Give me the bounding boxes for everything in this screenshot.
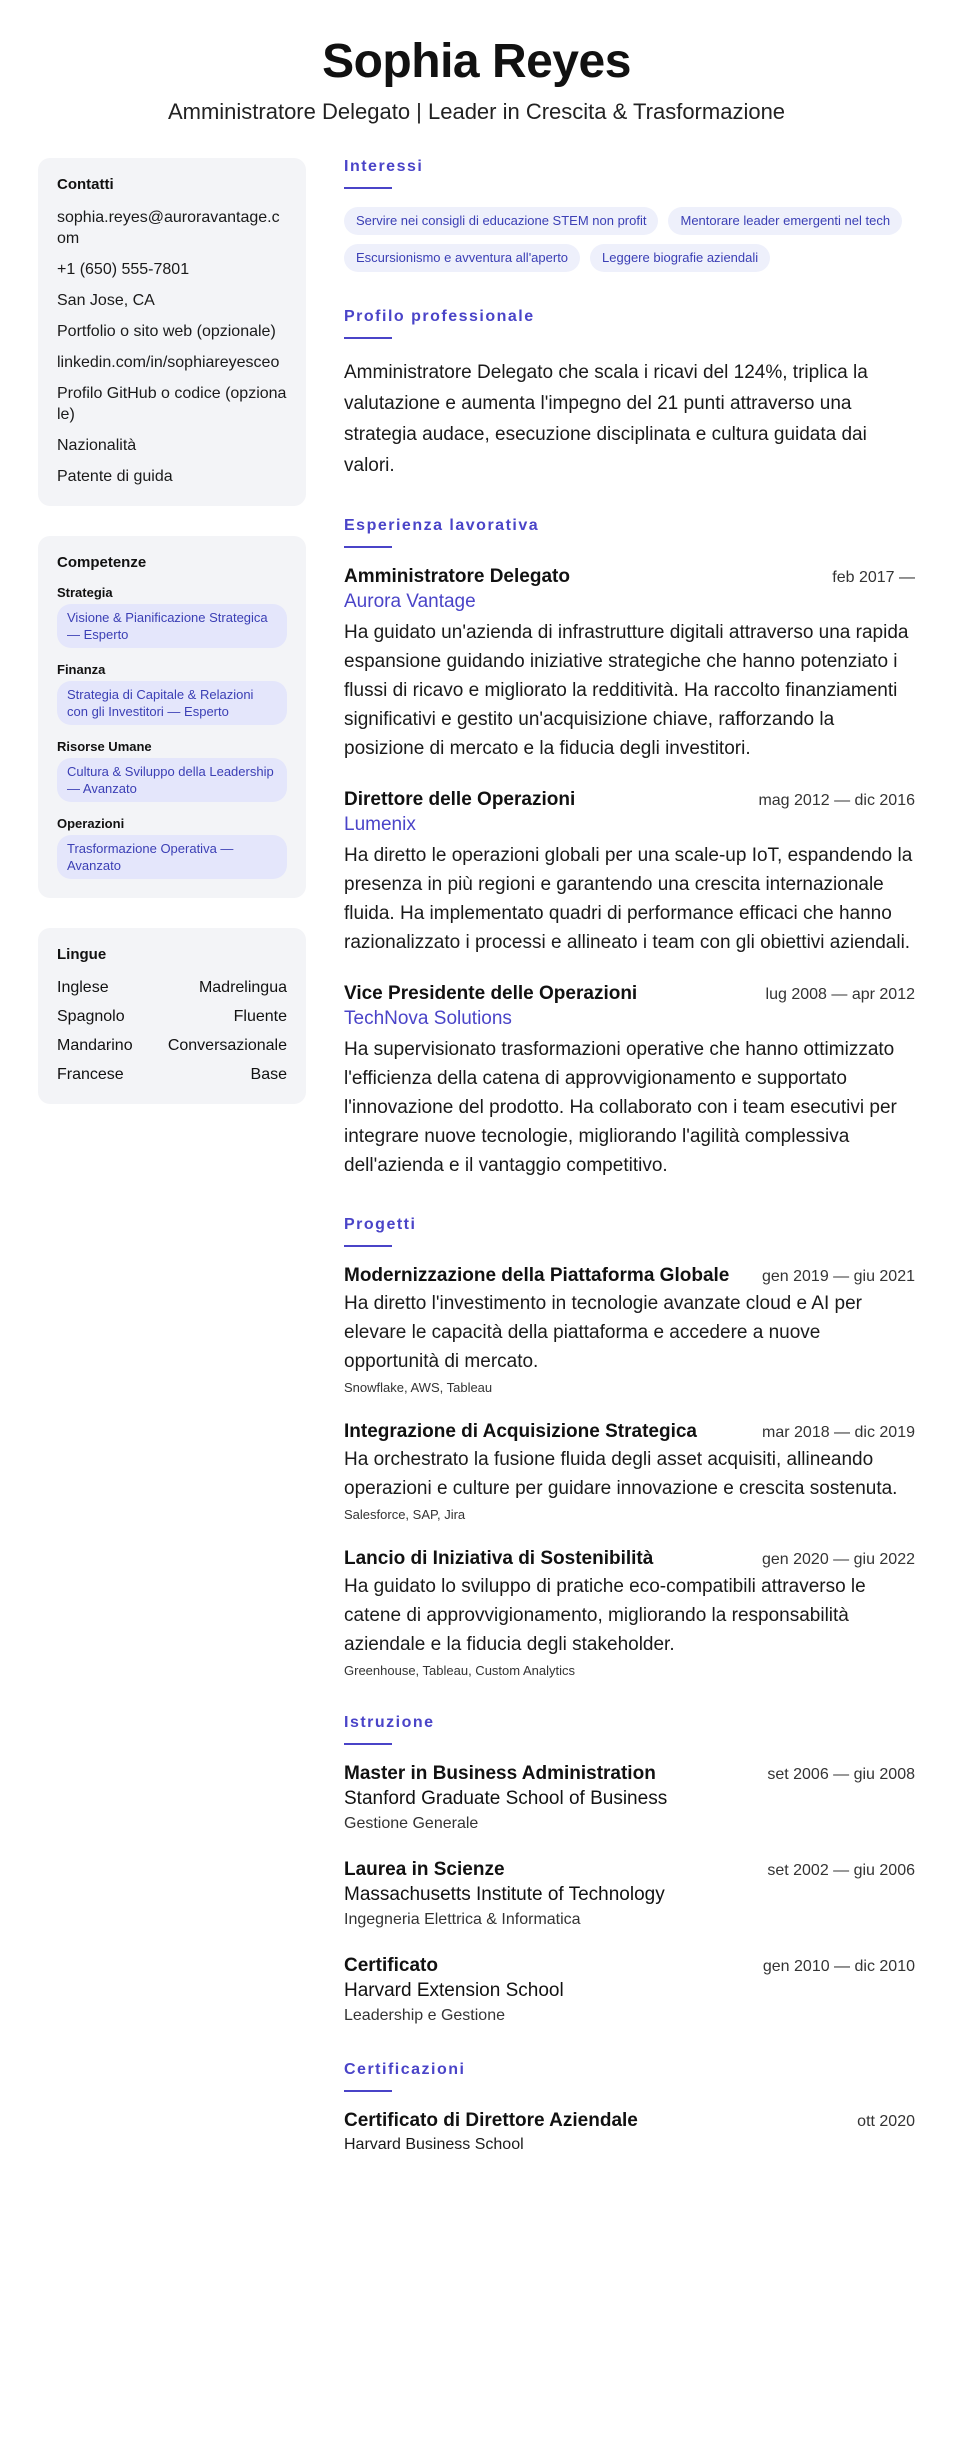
certification-entry — [344, 2110, 915, 2154]
candidate-name: Sophia Reyes — [322, 35, 631, 88]
certifications-section — [344, 2061, 915, 2154]
school-name: Massachusetts Institute of Technology — [344, 1884, 665, 1905]
interest-chip: Escursionismo e avventura all'aperto — [344, 244, 580, 272]
project-entry — [344, 1548, 915, 1678]
certification-name: Certificato di Direttore Aziendale — [344, 2110, 638, 2131]
skill-group — [57, 585, 287, 648]
contact-email[interactable]: sophia.reyes@auroravantage.com — [57, 209, 280, 247]
language-level: Base — [250, 1066, 287, 1083]
contact-driving-license: Patente di guida — [57, 468, 173, 485]
job-description: Ha supervisionato trasformazioni operative che hanno ottimizzato l'efficienza della catena di approvvigionamento e supportato l'innovazione del prodotto. Ha collaborato con i team esecutivi per integrare nuove tecnologie, migliorando l'agilità complessiva dell'azienda e il vantaggio competitivo. — [344, 1039, 897, 1176]
company-name: Aurora Vantage — [344, 591, 476, 612]
project-dates: gen 2019 — giu 2021 — [761, 1268, 915, 1285]
skill-group — [57, 662, 287, 725]
company-name: Lumenix — [344, 814, 416, 835]
job-dates: lug 2008 — apr 2012 — [765, 986, 915, 1003]
section-title: Progetti — [344, 1216, 417, 1233]
section-divider — [344, 1245, 392, 1247]
contact-location: San Jose, CA — [57, 292, 155, 309]
certification-date: ott 2020 — [857, 2113, 915, 2130]
education-entry — [344, 1859, 915, 1929]
education-dates: set 2002 — giu 2006 — [767, 1862, 915, 1879]
main-content — [344, 158, 915, 2190]
skill-chip: Strategia di Capitale & Relazioni con gli Investitori — Esperto — [57, 681, 287, 725]
education-section — [344, 1714, 915, 2025]
section-title: Profilo professionale — [344, 308, 535, 325]
field-of-study: Leadership e Gestione — [344, 2007, 505, 2024]
interest-chip: Servire nei consigli di educazione STEM non profit — [344, 207, 658, 235]
job-title: Amministratore Delegato — [344, 566, 570, 587]
skill-chip: Visione & Pianificazione Strategica — Esperto — [57, 604, 287, 648]
project-entry — [344, 1265, 915, 1395]
section-title: Istruzione — [344, 1714, 435, 1731]
interest-chip: Mentorare leader emergenti nel tech — [668, 207, 902, 235]
job-dates: mag 2012 — dic 2016 — [758, 792, 915, 809]
language-name: Francese — [57, 1066, 124, 1083]
project-entry — [344, 1421, 915, 1522]
section-divider — [344, 2090, 392, 2092]
project-tech: Snowflake, AWS, Tableau — [344, 1380, 493, 1395]
project-tech: Salesforce, SAP, Jira — [344, 1507, 466, 1522]
job-description: Ha guidato un'azienda di infrastrutture digitali attraverso una rapida espansione guidando iniziative strategiche che hanno potenziato i flussi di ricavo e migliorato la redditività. Ha raccolto finanziamenti significativi e gestito un'acquisizione chiave, rafforzando la posizione di mercato e la fiducia degli investitori. — [344, 622, 909, 759]
project-description: Ha guidato lo sviluppo di pratiche eco-compatibili attraverso le catene di approvvigionamento, migliorando la responsabilità aziendale e la fiducia degli stakeholder. — [344, 1576, 866, 1655]
section-divider — [344, 187, 392, 189]
contact-phone[interactable]: +1 (650) 555-7801 — [57, 261, 190, 278]
project-name: Lancio di Iniziativa di Sostenibilità — [344, 1548, 654, 1569]
degree-name: Laurea in Scienze — [344, 1859, 505, 1880]
experience-entry — [344, 566, 915, 763]
projects-section — [344, 1216, 915, 1678]
company-name: TechNova Solutions — [344, 1008, 512, 1029]
skill-chip: Trasformazione Operativa — Avanzato — [57, 835, 287, 879]
skill-group — [57, 739, 287, 802]
language-name: Inglese — [57, 979, 109, 996]
school-name: Stanford Graduate School of Business — [344, 1788, 668, 1809]
degree-name: Certificato — [344, 1955, 438, 1976]
profile-section — [344, 308, 915, 481]
language-row — [57, 1035, 287, 1056]
skill-category: Risorse Umane — [57, 739, 152, 754]
interest-chip: Leggere biografie aziendali — [590, 244, 770, 272]
project-description: Ha diretto l'investimento in tecnologie avanzate cloud e AI per elevare le capacità della piattaforma e accedere a nuove opportunità di mercato. — [344, 1293, 862, 1372]
section-divider — [344, 1743, 392, 1745]
education-entry — [344, 1763, 915, 1833]
contact-nationality: Nazionalità — [57, 437, 137, 454]
language-row — [57, 1064, 287, 1085]
project-name: Integrazione di Acquisizione Strategica — [344, 1421, 697, 1442]
section-divider — [344, 546, 392, 548]
certification-issuer: Harvard Business School — [344, 2136, 524, 2153]
school-name: Harvard Extension School — [344, 1980, 564, 2001]
language-name: Spagnolo — [57, 1008, 125, 1025]
skills-card — [38, 536, 306, 898]
contact-linkedin[interactable]: linkedin.com/in/sophiareyesceo — [57, 354, 280, 371]
project-dates: gen 2020 — giu 2022 — [761, 1551, 915, 1568]
language-row — [57, 977, 287, 998]
interests-list — [344, 207, 915, 272]
education-entry — [344, 1955, 915, 2025]
interests-section — [344, 158, 915, 272]
project-dates: mar 2018 — dic 2019 — [762, 1424, 915, 1441]
resume-header — [0, 0, 953, 126]
project-name: Modernizzazione della Piattaforma Globale — [344, 1265, 730, 1286]
degree-name: Master in Business Administration — [344, 1763, 656, 1784]
candidate-headline: Amministratore Delegato | Leader in Crescita & Trasformazione — [167, 99, 786, 124]
field-of-study: Gestione Generale — [344, 1815, 479, 1832]
project-description: Ha orchestrato la fusione fluida degli asset acquisiti, allineando operazioni e culture per guidare innovazione e crescita sostenuta. — [344, 1449, 898, 1499]
project-tech: Greenhouse, Tableau, Custom Analytics — [344, 1663, 576, 1678]
language-level: Madrelingua — [198, 979, 287, 996]
job-title: Vice Presidente delle Operazioni — [344, 983, 638, 1004]
skill-chip: Cultura & Sviluppo della Leadership — Avanzato — [57, 758, 287, 802]
language-level: Conversazionale — [167, 1037, 287, 1054]
skill-category: Operazioni — [57, 816, 125, 831]
contacts-title: Contatti — [57, 176, 114, 193]
contact-portfolio[interactable]: Portfolio o sito web (opzionale) — [57, 323, 276, 340]
section-title: Certificazioni — [344, 2061, 466, 2078]
contacts-card — [38, 158, 306, 506]
contact-github[interactable]: Profilo GitHub o codice (opzionale) — [57, 385, 287, 423]
section-title: Interessi — [344, 158, 424, 175]
languages-title: Lingue — [57, 946, 107, 963]
education-dates: gen 2010 — dic 2010 — [762, 1958, 915, 1975]
job-description: Ha diretto le operazioni globali per una scale-up IoT, espandendo la presenza in più regioni e garantendo una crescita internazionale fluida. Ha implementato quadri di performance efficaci che hanno razionalizzato i processi e allineato i team con gli obiettivi aziendali. — [344, 845, 913, 953]
skill-category: Finanza — [57, 662, 106, 677]
skill-category: Strategia — [57, 585, 113, 600]
experience-entry — [344, 789, 915, 957]
skills-title: Competenze — [57, 554, 147, 571]
language-row — [57, 1006, 287, 1027]
languages-card — [38, 928, 306, 1104]
language-level: Fluente — [233, 1008, 287, 1025]
job-dates: feb 2017 — — [832, 569, 915, 586]
profile-summary: Amministratore Delegato che scala i ricavi del 124%, triplica la valutazione e aumenta l'impegno del 21 punti attraverso una strategia audace, esecuzione disciplinata e cultura guidata dai valori. — [344, 362, 868, 476]
job-title: Direttore delle Operazioni — [344, 789, 576, 810]
sidebar — [38, 158, 306, 2190]
skill-group — [57, 816, 287, 879]
education-dates: set 2006 — giu 2008 — [767, 1766, 915, 1783]
experience-section — [344, 517, 915, 1180]
section-title: Esperienza lavorativa — [344, 517, 540, 534]
experience-entry — [344, 983, 915, 1180]
field-of-study: Ingegneria Elettrica & Informatica — [344, 1911, 581, 1928]
language-name: Mandarino — [57, 1037, 133, 1054]
section-divider — [344, 337, 392, 339]
